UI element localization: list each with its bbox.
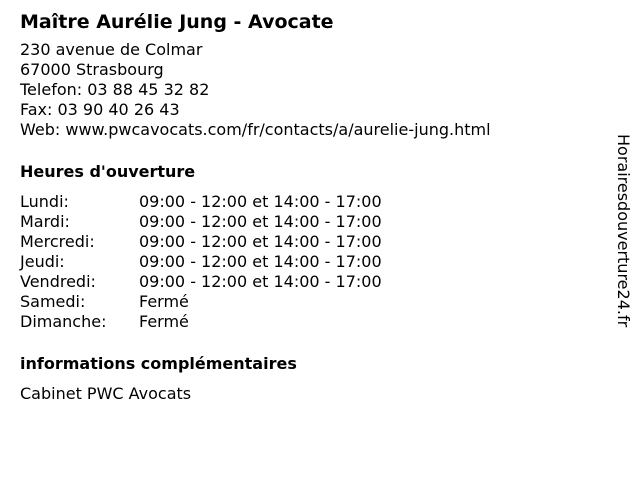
fax-line: Fax: 03 90 40 26 43 [20, 100, 180, 119]
day-label: Dimanche: [20, 312, 107, 331]
hours-row [20, 232, 610, 252]
street-line: 230 avenue de Colmar [20, 40, 203, 59]
page-title: Maître Aurélie Jung - Avocate [20, 11, 334, 33]
day-time: 09:00 - 12:00 et 14:00 - 17:00 [139, 232, 382, 251]
hours-row [20, 272, 610, 292]
day-time: 09:00 - 12:00 et 14:00 - 17:00 [139, 252, 382, 271]
day-time: Fermé [139, 292, 189, 311]
day-label: Samedi: [20, 292, 86, 311]
day-label: Jeudi: [20, 252, 65, 271]
hours-row [20, 212, 610, 232]
hours-row [20, 252, 610, 272]
day-label: Mardi: [20, 212, 70, 231]
day-time: 09:00 - 12:00 et 14:00 - 17:00 [139, 192, 382, 211]
city-line: 67000 Strasbourg [20, 60, 164, 79]
hours-heading: Heures d'ouverture [20, 162, 196, 181]
business-card [20, 10, 610, 404]
hours-row [20, 312, 610, 332]
hours-row [20, 192, 610, 212]
hours-row [20, 292, 610, 312]
additional-info [20, 354, 610, 404]
site-watermark: Horairesdouverture24.fr [614, 134, 633, 328]
day-label: Mercredi: [20, 232, 95, 251]
opening-hours [20, 162, 610, 332]
info-text: Cabinet PWC Avocats [20, 384, 192, 403]
day-time: 09:00 - 12:00 et 14:00 - 17:00 [139, 212, 382, 231]
day-time: Fermé [139, 312, 189, 331]
day-time: 09:00 - 12:00 et 14:00 - 17:00 [139, 272, 382, 291]
day-label: Vendredi: [20, 272, 96, 291]
phone-line: Telefon: 03 88 45 32 82 [20, 80, 210, 99]
day-label: Lundi: [20, 192, 69, 211]
info-heading: informations complémentaires [20, 354, 297, 373]
web-line: Web: www.pwcavocats.com/fr/contacts/a/aurelie-jung.html [20, 120, 491, 139]
address-block [20, 40, 610, 140]
